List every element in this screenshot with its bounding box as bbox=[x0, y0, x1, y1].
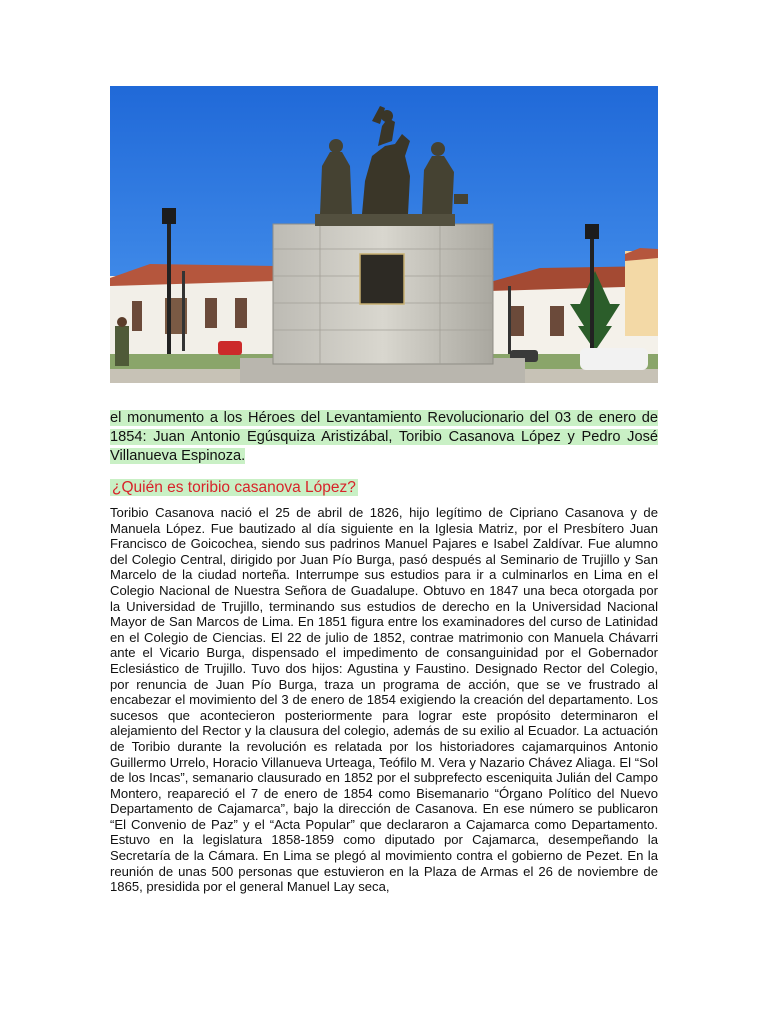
monument-photo bbox=[110, 86, 658, 383]
body-paragraph: Toribio Casanova nació el 25 de abril de 1826, hijo legítimo de Cipriano Casanova y de Manuela López. Fue bautizado al día siguiente en la Iglesia Matriz, por el Presbítero Juan Francisco de Goicochea, siendo sus padrinos Manuel Pajares e Isabel Zaldívar. Fue alumno del Colegio Central, dirigido por Juan Pío Burga, pasó después al Seminario de Trujillo y San Marcelo de la ciudad norteña. Interrumpe sus estudios para ir a culminarlos en Lima en el Colegio Nacional de Nuestra Señora de Guadalupe. Obtuvo en 1847 una beca otorgada por la Universidad de Trujillo, terminando sus estudios de derecho en la Universidad Nacional Mayor de San Marcos de Lima. En 1851 figura entre los examinadores del curso de Latinidad en el Colegio de Ciencias. El 22 de julio de 1852, contrae matrimonio con Manuela Chávarri ante el Vicario Burga, dispensado el impedimento de consanguinidad por el Gobernador Eclesiástico de Trujillo. Tuvo dos hijos: Agustina y Faustino. Designado Rector del Colegio, por renuncia de Juan Pío Burga, traza un programa de acción, que se ve frustrado al encabezar el movimiento del 3 de enero de 1854 exigiendo la creación del departamento. Los sucesos que acontecieron posteriormente para lograr este propósito determinaron el alejamiento del Rector y la clausura del colegio, además de su exilio al Ecuador. La actuación de Toribio durante la revolución es relatada por los historiadores cajamarquinos Antonio Guillermo Urrelo, Horacio Villanueva Urteaga, Teófilo M. Vera y Nazario Chávez Aliaga. El “Sol de los Incas”, semanario clausurado en 1852 por el subprefecto esceniquita Julián del Campo Montero, reapareció el 7 de enero de 1854 como Bisemanario “Órgano Político del Nuevo Departamento de Cajamarca”, bajo la dirección de Casanova. En ese número se publicaron “El Convenio de Paz” y el “Acta Popular” que declararon a Cajamarca como Departamento. Estuvo en la legislatura 1858-1859 como diputado por Cajamarca, desempeñando la Secretaría de la Cámara. En Lima se plegó al movimiento contra el gobierno de Pezet. En la reunión de unas 500 personas que estuvieron en la Plaza de Armas el 26 de noviembre de 1865, presidida por el general Manuel Lay seca, bbox=[110, 505, 658, 895]
section-heading bbox=[110, 478, 358, 498]
photo-caption bbox=[110, 409, 658, 466]
heading-text: ¿Quién es toribio casanova López? bbox=[112, 479, 356, 496]
caption-text: el monumento a los Héroes del Levantamiento Revolucionario del 03 de enero de 1854: Juan Antonio Egúsquiza Aristizábal, Toribio Casanova López y Pedro José Villanueva Espinoza. bbox=[110, 410, 658, 464]
